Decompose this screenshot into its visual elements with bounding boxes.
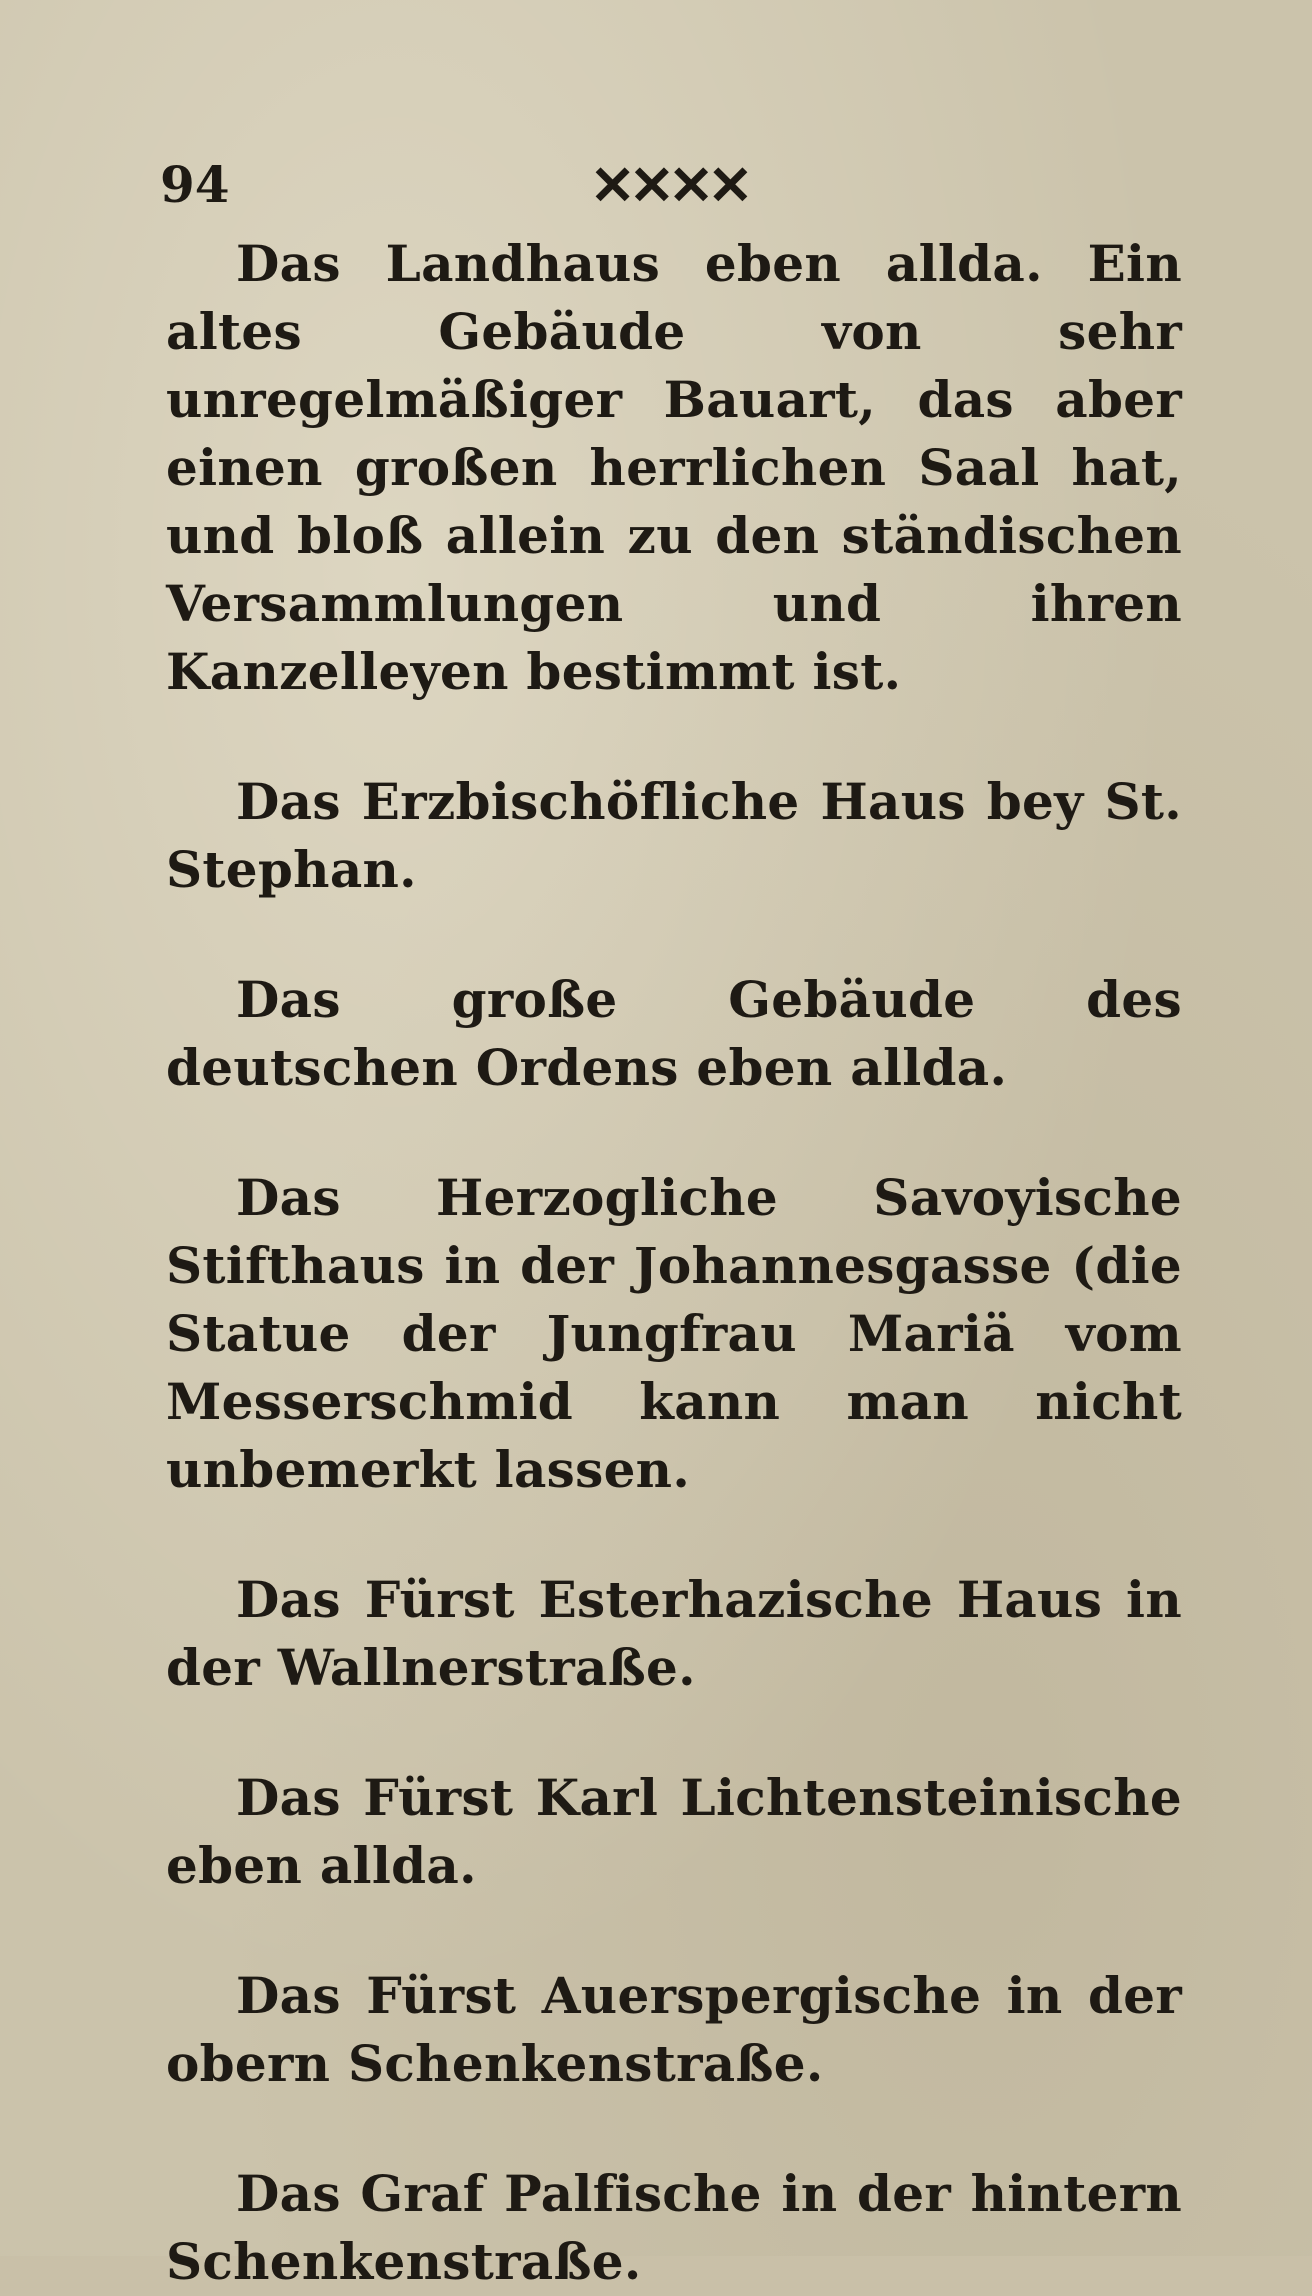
page-number: 94 [160, 155, 230, 214]
entry-palfische: Das Graf Palfische in der hintern Schenkenstraße. [166, 2164, 1182, 2291]
entry-savoyische-stifthaus: Das Herzogliche Savoyische Stifthaus in der Johannesgasse (die Statue der Jungfrau Mariä vom Messerschmid kann man nicht unbemerkt lassen. [166, 1168, 1182, 1499]
entry-esterhazische-haus: Das Fürst Esterhazische Haus in der Wallnerstraße. [166, 1570, 1182, 1697]
entry-deutscher-orden: Das große Gebäude des deutschen Ordens eben allda. [166, 970, 1182, 1097]
page-header [160, 150, 1200, 220]
header-ornament: ✕✕✕✕ [590, 153, 747, 217]
entry-auerspergische: Das Fürst Auerspergische in der obern Schenkenstraße. [166, 1966, 1182, 2093]
entry-landhaus: Das Landhaus eben allda. Ein altes Gebäude von sehr unregelmäßiger Bauart, das aber einen großen herrlichen Saal hat, und bloß allein zu den ständischen Versammlungen und ihren Kanzelleyen bestimmt ist. [166, 234, 1182, 701]
entry-erzbischoefliche-haus: Das Erzbischöfliche Haus bey St. Stephan. [166, 772, 1182, 899]
body-text [166, 230, 1182, 2296]
entry-lichtensteinische: Das Fürst Karl Lichtensteinische eben allda. [166, 1768, 1182, 1895]
